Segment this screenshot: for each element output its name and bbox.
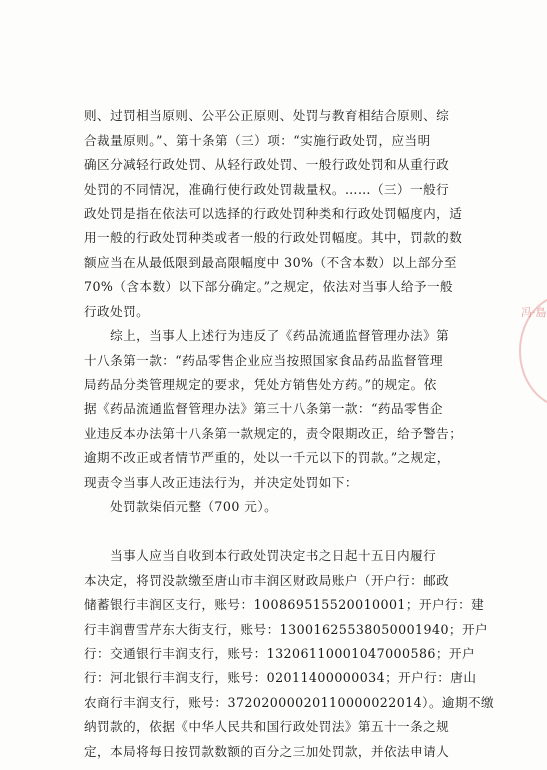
body-line: 业违反本办法第十八条第一款规定的，责令限期改正，给予警告； bbox=[84, 426, 463, 441]
body-line: 额应当在从最低限到最高限幅度中 30%（不含本数）以上部分至 bbox=[84, 255, 457, 270]
body-line: 储蓄银行丰润区支行，账号：100869515520010001；开户行：建 bbox=[84, 597, 485, 612]
body-line: 行政处罚。 bbox=[84, 304, 150, 319]
body-line: 逾期不改正或者情节严重的，处以一千元以下的罚款。”之规定， bbox=[84, 450, 450, 465]
body-line: 70%（含本数）以下部分确定。”之规定，依法对当事人给予一般 bbox=[84, 279, 454, 294]
body-line: 行丰润曹雪芹东大街支行，账号：13001625538050001940；开户 bbox=[84, 622, 489, 637]
body-line: 现责令当事人改正违法行为，并决定处罚如下： bbox=[84, 475, 358, 490]
body-line: 本决定，将罚没款缴至唐山市丰润区财政局账户（开户行：邮政 bbox=[84, 573, 450, 588]
body-line: 用一般的行政处罚种类或者一般的行政处罚幅度。其中，罚款的数 bbox=[84, 230, 463, 245]
body-line: 处罚的不同情况，准确行使行政处罚裁量权。……（三）一般行 bbox=[84, 182, 450, 197]
seal-text: 冯·島 bbox=[521, 306, 547, 319]
body-line: 农商行丰润支行，账号：37202000020110000022014）。逾期不缴 bbox=[84, 695, 495, 710]
body-line: 定，本局将每日按罚款数额的百分之三加处罚款，并依法申请人 bbox=[84, 744, 450, 759]
body-line: 据《药品流通监督管理办法》第三十八条第一款：“药品零售企 bbox=[84, 401, 444, 416]
body-line: 当事人应当自收到本行政处罚决定书之日起十五日内履行 bbox=[84, 548, 437, 563]
body-line: 合裁量原则。”、第十条第（三）项：“实施行政处罚，应当明 bbox=[84, 133, 431, 148]
official-seal-fragment bbox=[515, 290, 547, 410]
body-line: 十八条第一款：“药品零售企业应当按照国家食品药品监督管理 bbox=[84, 353, 444, 368]
body-line: 政处罚是指在依法可以选择的行政处罚种类和行政处罚幅度内，适 bbox=[84, 206, 463, 221]
body-line: 综上，当事人上述行为违反了《药品流通监督管理办法》第 bbox=[84, 328, 450, 343]
body-line: 纳罚款的，依据《中华人民共和国行政处罚法》第五十一条之规 bbox=[84, 719, 450, 734]
body-line: 则、过罚相当原则、公平公正原则、处罚与教育相结合原则、综 bbox=[84, 108, 450, 123]
body-line: 行：交通银行丰润支行，账号：13206110001047000586；开户 bbox=[84, 646, 475, 661]
body-line: 局药品分类管理规定的要求，凭处方销售处方药。”的规定。依 bbox=[84, 377, 437, 392]
body-line: 确区分减轻行政处罚、从轻行政处罚、一般行政处罚和从重行政 bbox=[84, 157, 450, 172]
body-line: 行：河北银行丰润支行，账号：02011400000034；开户行：唐山 bbox=[84, 670, 477, 685]
penalty-line: 处罚款柒佰元整（700 元）。 bbox=[84, 499, 278, 514]
